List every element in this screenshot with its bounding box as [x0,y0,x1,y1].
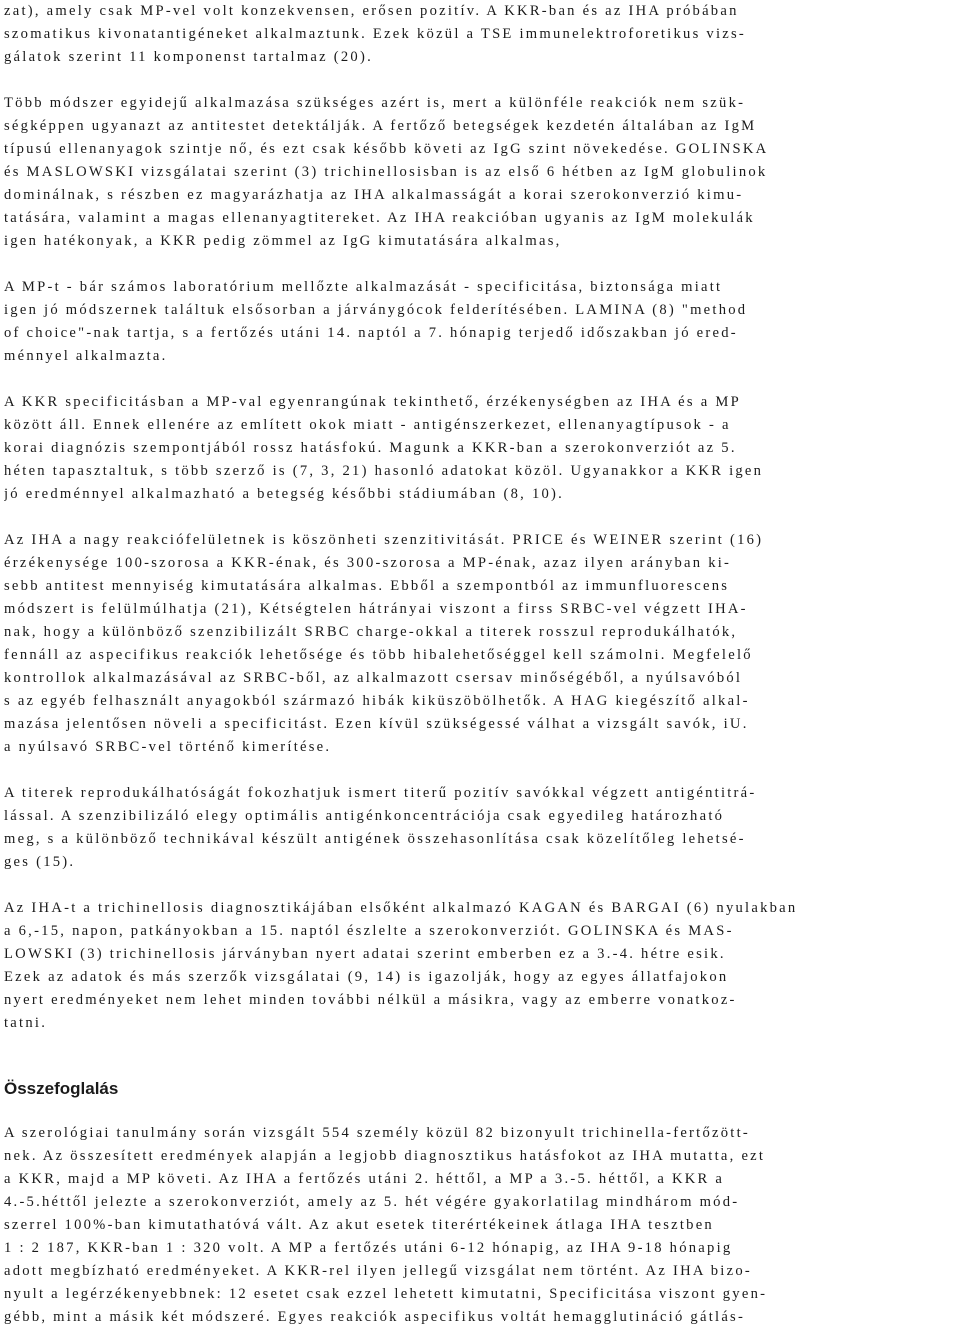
text-line: tatására, valamint a magas ellenanyagtitereket. Az IHA reakcióban ugyanis az IgM molekulák [4,210,755,226]
summary-section [4,1075,956,1329]
text-line: A szerológiai tanulmány során vizsgált 554 személy közül 82 bizonyult trichinella-fertőzött- [4,1125,751,1141]
paragraph [4,391,956,506]
text-line: A titerek reprodukálhatóságát fokozhatjuk ismert titerű pozitív savókkal végzett antigéntitrá- [4,785,757,801]
text-line: fennáll az aspecifikus reakciók lehetősége és több hibalehetőséggel kell számolni. Megfelelő [4,647,753,663]
text-line: Az IHA a nagy reakciófelületnek is köszönheti szenzitivitását. PRICE és WEINER szerint (16) [4,532,764,548]
text-line: igen hatékonyak, a KKR pedig zömmel az IgG kimutatására alkalmas, [4,233,562,249]
text-line: s az egyéb felhasznált anyagokból származó hibák kiküszöbölhetők. A HAG kiegészítő alkal- [4,693,750,709]
text-line: igen jó módszernek találtuk elsősorban a járványgócok felderítésében. LAMINA (8) "method [4,302,748,318]
paragraph [4,782,956,874]
text-line: tatni. [4,1015,48,1031]
text-line: ges (15). [4,854,76,870]
paragraph [4,92,956,253]
document-page [4,0,956,1329]
text-line: zat), amely csak MP-vel volt konzekvensen, erősen pozitív. A KKR-ban és az IHA próbában [4,3,739,19]
text-line: nek. Az összesített eredmények alapján a legjobb diagnosztikus hatásfokot az IHA mutatta, ezt [4,1148,766,1164]
text-line: A MP-t - bár számos laboratórium mellőzte alkalmazását - specificitása, biztonsága miatt [4,279,723,295]
text-line: dominálnak, s részben ez magyarázhatja az IHA alkalmasságát a korai szerokonverzió kimu- [4,187,744,203]
text-line: a 6,-15, napon, patkányokban a 15. naptól észlelte a szerokonverziót. GOLINSKA és MAS- [4,923,734,939]
text-line: 4.-5.héttől jelezte a szerokonverziót, amely az 5. hét végére gyakorlatilag mindhárom mód- [4,1194,740,1210]
text-line: adott megbízható eredményeket. A KKR-rel ilyen jellegű vizsgálat nem történt. Az IHA bizo- [4,1263,752,1279]
text-line: és MASLOWSKI vizsgálatai szerint (3) trichinellosisban is az első 6 hétben az IgM globulinok [4,164,768,180]
text-line: gálatok szerint 11 komponenst tartalmaz (20). [4,49,373,65]
paragraph [4,276,956,368]
text-line: lással. A szenzibilizáló elegy optimális antigénkoncentrációja csak egyedileg határozható [4,808,725,824]
text-line: kontrollok alkalmazásával az SRBC-ből, az alkalmazott csersav minőségéből, a nyúlsavóból [4,670,743,686]
text-line: gébb, mint a másik két módszeré. Egyes reakciók aspecifikus voltát hemagglutináció gátlás- [4,1309,746,1325]
text-line: Több módszer egyidejű alkalmazása szükséges azért is, mert a különféle reakciók nem szük- [4,95,746,111]
text-line: nak, hogy a különböző szenzibilizált SRBC charge-okkal a titerek rosszul reprodukálhatók, [4,624,738,640]
text-line: a nyúlsavó SRBC-vel történő kimerítése. [4,739,332,755]
text-line: 1 : 2 187, KKR-ban 1 : 320 volt. A MP a fertőzés utáni 6-12 hónapig, az IHA 9-18 hónapig [4,1240,733,1256]
text-line: of choice"-nak tartja, s a fertőzés utáni 14. naptól a 7. hónapig terjedő időszakban jó ered- [4,325,738,341]
text-line: ségképpen ugyanazt az antitestet detektálják. A fertőző betegségek kezdetén általában az IgM [4,118,757,134]
section-heading: Összefoglalás [4,1079,119,1098]
paragraph [4,897,956,1035]
body-text [4,0,956,1329]
text-line: érzékenysége 100-szorosa a KKR-énak, és 300-szorosa a MP-énak, azaz ilyen arányban ki- [4,555,732,571]
text-line: A KKR specificitásban a MP-val egyenrangúnak tekinthető, érzékenységben az IHA és a MP [4,394,741,410]
text-line: típusú ellenanyagok szintje nő, és ezt csak később követi az IgG szint növekedése. GOLINSKA [4,141,769,157]
paragraph [4,529,956,759]
text-line: nyult a legérzékenyebbnek: 12 esetet csak ezzel lehetett kimutatni, Specificitása viszont gyen- [4,1286,768,1302]
text-line: Az IHA-t a trichinellosis diagnosztikájában elsőként alkalmazó KAGAN és BARGAI (6) nyulakban [4,900,798,916]
paragraph [4,0,956,69]
text-line: szomatikus kivonatantigéneket alkalmaztunk. Ezek közül a TSE immunelektroforetikus vizs- [4,26,747,42]
text-line: meg, s a különböző technikával készült antigének összehasonlítása csak közelítőleg lehetsé- [4,831,746,847]
text-line: ménnyel alkalmazta. [4,348,168,364]
text-line: módszert is felülmúlhatja (21), Kétségtelen hátrányai viszont a firss SRBC-vel végzett IHA- [4,601,748,617]
text-line: LOWSKI (3) trichinellosis járványban nyert adatai szerint emberben ez a 3.-4. hétre esik. [4,946,726,962]
text-line: nyert eredményeket nem lehet minden további nélkül a másikra, vagy az emberre vonatkoz- [4,992,737,1008]
text-line: sebb antitest mennyiség kimutatására alkalmas. Ebből a szempontból az immunfluorescens [4,578,730,594]
text-line: szerrel 100%-ban kimutathatóvá vált. Az akut esetek titerértékeinek átlaga IHA tesztben [4,1217,714,1233]
text-line: között áll. Ennek ellenére az említett okok miatt - antigénszerkezet, ellenanyagtípusok - a [4,417,731,433]
text-line: héten tapasztaltuk, s több szerző is (7, 3, 21) hasonló adatokat közöl. Ugyanakkor a KKR igen [4,463,764,479]
text-line: korai diagnózis szempontjából rossz hatásfokú. Magunk a KKR-ban a szerokonverziót az 5. [4,440,737,456]
text-line: jó eredménnyel alkalmazható a betegség későbbi stádiumában (8, 10). [4,486,565,502]
text-line: Ezek az adatok és más szerzők vizsgálatai (9, 14) is igazolják, hogy az egyes állatfajokon [4,969,729,985]
text-line: a KKR, majd a MP követi. Az IHA a fertőzés utáni 2. héttől, a MP a 3.-5. héttől, a KKR a [4,1171,725,1187]
text-line: mazása jelentősen növeli a specificitást. Ezen kívül szükségessé válhat a vizsgált savók, iU. [4,716,749,732]
